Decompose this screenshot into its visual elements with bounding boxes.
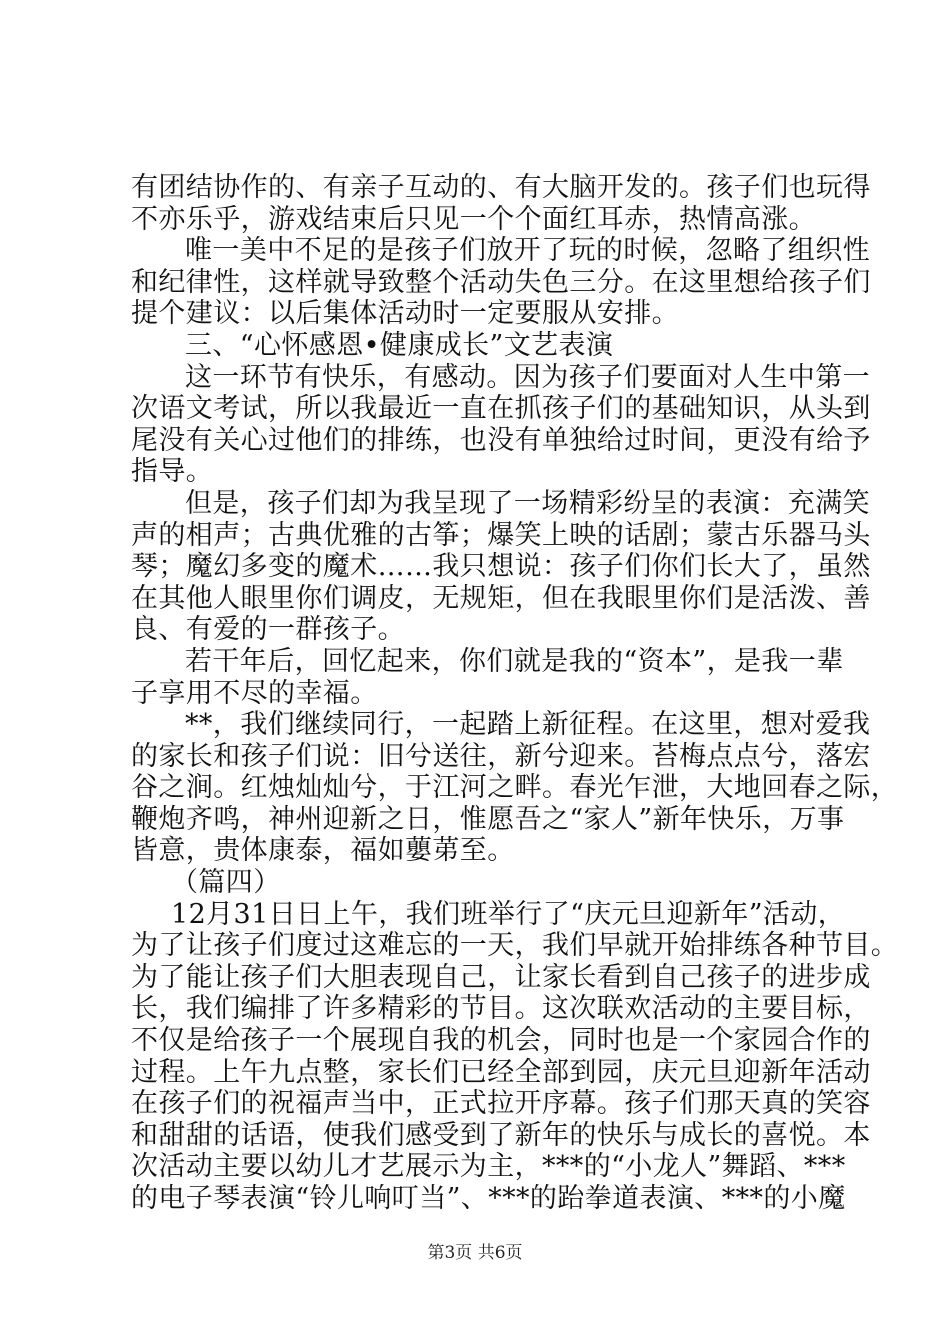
text-line: 在孩子们的祝福声当中，正式拉开序幕。孩子们那天真的笑容 bbox=[131, 1088, 871, 1120]
text-line: 子享用不尽的幸福。 bbox=[131, 677, 378, 709]
text-line: 提个建议：以后集体活动时一定要服从安排。 bbox=[131, 298, 679, 330]
paragraph-start: 唯一美中不足的是孩子们放开了玩的时候，忽略了组织性 bbox=[185, 235, 870, 267]
text-line: 皆意，贵体康泰，福如蘡苐至。 bbox=[131, 835, 515, 867]
paragraph-start: 若干年后，回忆起来，你们就是我的“资本”，是我一辈 bbox=[185, 645, 844, 677]
text-line: 过程。上午九点整，家长们已经全部到园，庆元旦迎新年活动 bbox=[131, 1056, 871, 1088]
text-line: 的家长和孩子们说：旧兮送往，新兮迎来。苔梅点点兮，落宏 bbox=[131, 740, 871, 772]
text-line: 和甜甜的话语，使我们感受到了新年的快乐与成长的喜悦。本 bbox=[131, 1119, 871, 1151]
page-footer: 第3页 共6页 bbox=[427, 1243, 523, 1263]
text-line: 尾没有关心过他们的排练，也没有单独给过时间，更没有给予 bbox=[131, 424, 871, 456]
document-body bbox=[131, 172, 899, 1215]
paragraph-start: 但是，孩子们却为我呈现了一场精彩纷呈的表演：充满笑 bbox=[185, 487, 870, 519]
text-line: 不仅是给孩子一个展现自我的机会，同时也是一个家园合作的 bbox=[131, 1025, 871, 1057]
section-heading: 三、“心怀感恩•健康成长”文艺表演 bbox=[185, 329, 614, 361]
text-line: 长，我们编排了许多精彩的节目。这次联欢活动的主要目标， bbox=[131, 993, 871, 1025]
paragraph-start: 12月31日日上午，我们班举行了“庆元旦迎新年”活动， bbox=[171, 898, 846, 930]
text-line: 次语文考试，所以我最近一直在抓孩子们的基础知识，从头到 bbox=[131, 393, 871, 425]
paragraph-start: **，我们继续同行，一起踏上新征程。在这里，想对爱我 bbox=[185, 709, 871, 741]
text-line: 良、有爱的一群孩子。 bbox=[131, 614, 405, 646]
text-line: 在其他人眼里你们调皮，无规矩，但在我眼里你们是活泼、善 bbox=[131, 582, 871, 614]
text-line: 有团结协作的、有亲子互动的、有大脑开发的。孩子们也玩得 bbox=[131, 172, 871, 203]
paragraph-start: 这一环节有快乐，有感动。因为孩子们要面对人生中第一 bbox=[185, 361, 870, 393]
text-line: 谷之涧。红烛灿灿兮，于江河之畔。春光乍泄，大地回春之际， bbox=[131, 772, 899, 804]
text-line: 为了让孩子们度过这难忘的一天，我们早就开始排练各种节目。 bbox=[131, 930, 899, 962]
text-line: 次活动主要以幼儿才艺展示为主，***的“小龙人”舞蹈、*** bbox=[131, 1151, 846, 1183]
text-line: 为了能让孩子们大胆表现自己，让家长看到自己孩子的进步成 bbox=[131, 961, 871, 993]
text-line: 声的相声；古典优雅的古筝；爆笑上映的话剧；蒙古乐器马头 bbox=[131, 519, 871, 551]
text-line: 不亦乐乎，游戏结束后只见一个个面红耳赤，热情高涨。 bbox=[131, 203, 816, 235]
text-line: 琴；魔幻多变的魔术……我只想说：孩子们你们长大了，虽然 bbox=[131, 551, 871, 583]
section-heading: （篇四） bbox=[171, 867, 281, 899]
text-line: 和纪律性，这样就导致整个活动失色三分。在这里想给孩子们 bbox=[131, 266, 871, 298]
text-line: 鞭炮齐鸣，神州迎新之日，惟愿吾之“家人”新年快乐，万事 bbox=[131, 803, 845, 835]
text-line: 指导。 bbox=[131, 456, 214, 488]
text-line: 的电子琴表演“铃儿响叮当”、***的跆拳道表演、***的小魔 bbox=[131, 1183, 846, 1214]
